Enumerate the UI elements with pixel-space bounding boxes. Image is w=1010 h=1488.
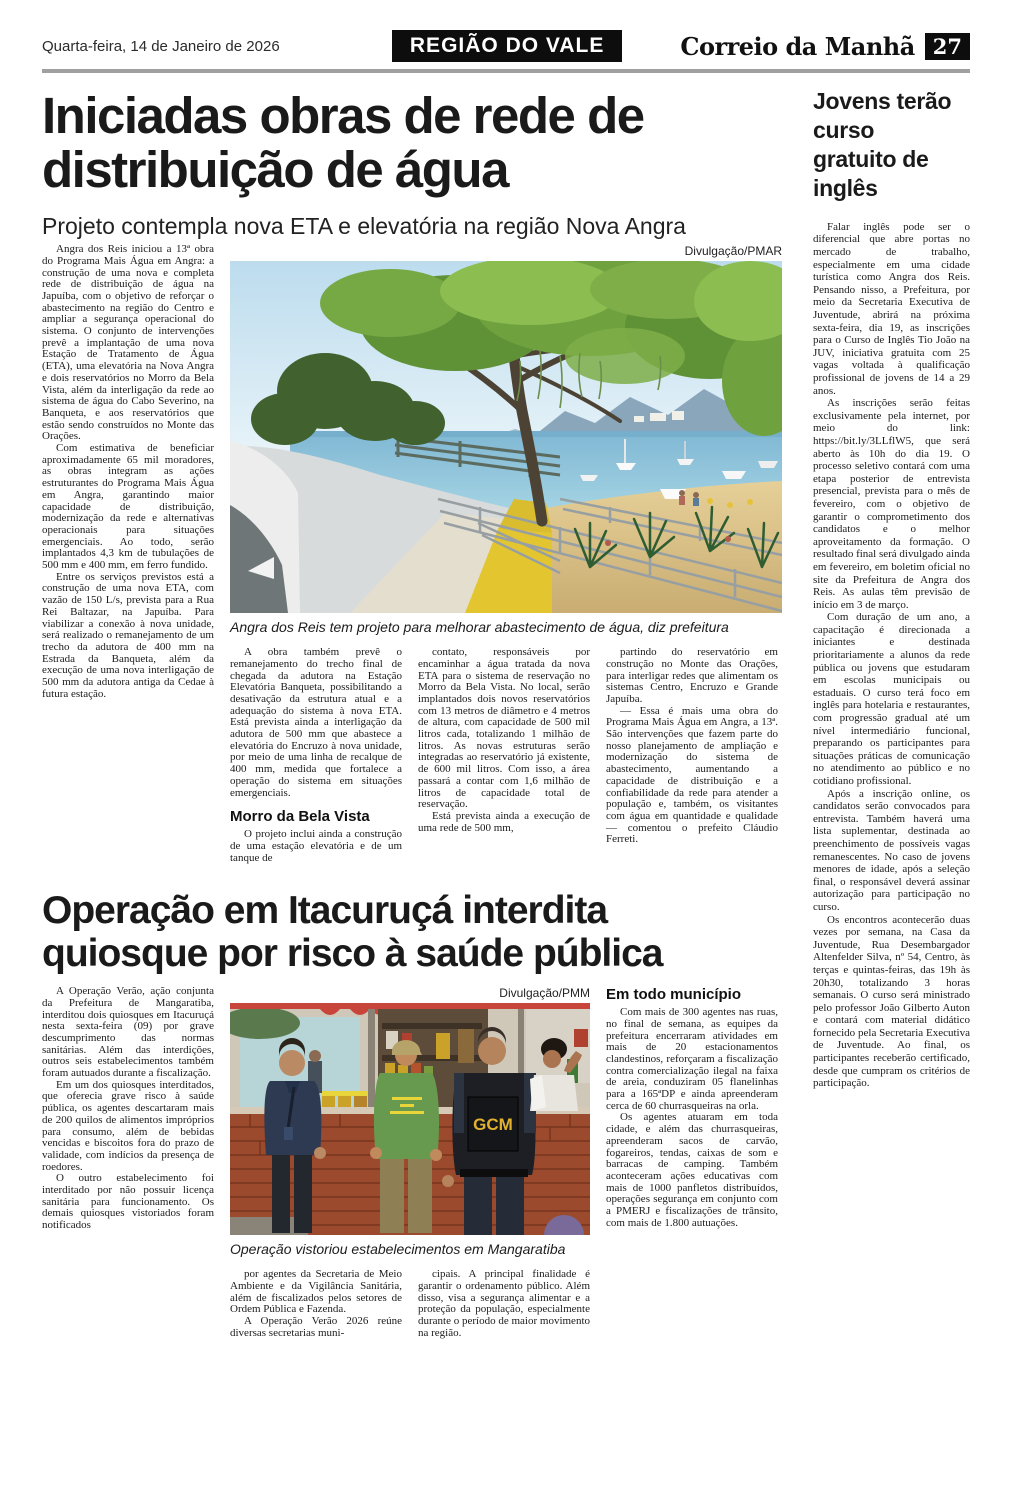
beach-promenade-photo: [230, 261, 782, 613]
paragraph: por agentes da Secretaria de Meio Ambiente e da Vigilância Sanitária, além de fiscalizados pelos setores de Ordem Pública e Fazenda.: [230, 1268, 402, 1316]
article1-photo-area: [230, 244, 782, 864]
article2-headline: Operação em Itacuruçá interdita quiosque por risco à saúde pública: [42, 889, 663, 976]
article2-photo-credit: Divulgação/PMM: [499, 986, 590, 1001]
kiosk-inspection-photo: [230, 1003, 590, 1235]
article-kiosk-operation: [42, 890, 782, 1339]
paragraph: Os agentes atuaram em toda cidade, e além das churrasqueiras, apreenderam sacos de carvão, fogareiros, tendas, caixas de som e barracas de camping. Também aconteceram ações educativas com mais de 1000 panfletos distribuídos, operações segurança em conjunto com a PMERJ e fiscalizações de trânsito, com mais de 1.800 autuações.: [606, 1111, 778, 1229]
sidebar-english-course: [813, 85, 970, 1339]
section-banner: REGIÃO DO VALE: [392, 30, 622, 62]
article2-photo-area: [230, 986, 590, 1339]
paragraph: cipais. A principal finalidade é garantir o ordenamento público. Além disso, visa a segurança alimentar e a proteção da população, especialmente durante o período de maior movimento na região.: [418, 1268, 590, 1339]
paragraph: Entre os serviços previstos está a construção de uma nova ETA, com vazão de 150 L/s, prevista para a Rua Rei Baltazar, na Japuíba. Para viabilizar a conexão à nova unidade, será realizado o remanejamento de um trecho da adutora de 400 mm na Estrada da Banqueta, além da execução de uma nova interligação de 500 mm da adutora antiga da Cedae à futura estação.: [42, 570, 214, 700]
article2-photo-caption: Operação vistoriou estabelecimentos em Mangaratiba: [230, 1241, 566, 1258]
article2-subsection-title: Em todo município: [606, 986, 741, 1004]
paragraph: Com estimativa de beneficiar aproximadamente 65 mil moradores, as obras integram as ações estruturantes do Programa Mais Água em Angra, garantindo maior capacidade de distribuição, modernização da rede e alternativas operacionais para situações emergenciais. Ao todo, serão implantados 4,3 km de tubulações de 500 mm e 400 mm, em ferro fundido.: [42, 442, 214, 572]
header-rule: [42, 69, 970, 73]
article2-body: [42, 986, 782, 1339]
article2-column-2: [230, 1269, 402, 1339]
article1-column-3: [418, 647, 590, 864]
paragraph: Com duração de um ano, a capacitação é direcionada a iniciantes e destinada prioritariamente a alunos da rede pública ou jovens que estudaram em escolas municipais ou estaduais. O curso terá foco em inglês para hotelaria e restaurantes, com progressão gradual até um nível intermediário funcional, preparando os participantes para situações práticas de comunicação no atendimento ao público e no cotidiano profissional.: [813, 611, 970, 787]
paragraph: A Operação Verão, ação conjunta da Prefeitura de Mangaratiba, interditou dois quiosques em Itacuruçá nesta sexta-feira (09) por grave descumprimento das normas sanitárias. Além das interdições, outros seis estabelecimentos também foram autuados durante a fiscalização.: [42, 985, 214, 1080]
paragraph: Está prevista ainda a execução de uma rede de 500 mm,: [418, 809, 590, 834]
paragraph: O projeto inclui ainda a construção de uma estação elevatória e de um tanque de: [230, 828, 402, 864]
article2-column-1: [42, 986, 214, 1339]
paragraph: Em um dos quiosques interditados, que oferecia grave risco à saúde pública, os agentes descartaram mais de 200 quilos de alimentos impróprios para consumo, além de bebidas vencidas e biscoitos fora do prazo de validade, com indícios da presença de roedores.: [42, 1078, 214, 1173]
paragraph: A obra também prevê o remanejamento do trecho final de chegada da adutora na Estação Elevatória Banqueta, possibilitando a desativação da estrutura atual e a adequação do sistema à nova ETA. Está prevista ainda a interligação da adutora de 500 mm que abastece a elevatória do Encruzo à nova unidade, por meio de uma linha de recalque de 400 mm, medida que fortalece a operação do sistema em situações emergenciais.: [230, 646, 402, 799]
paragraph: Os encontros acontecerão duas vezes por semana, na Casa da Juventude, Rua Desembargador Altenfelder Silva, nº 54, Centro, às terças e quintas-feiras, das 19h às 20h30, totalizando 3 horas semanais. O curso será ministrado pelo professor João Gilberto Auton e contará com material didático fornecido pela Secretaria Executiva de Juventude. Ao final, os participantes receberão certificado, desde que cumpram os critérios de participação.: [813, 913, 970, 1090]
article1-subheadline: Projeto contempla nova ETA e elevatória na região Nova Angra: [42, 213, 686, 240]
paragraph: As inscrições serão feitas exclusivamente pela internet, por meio do link: https://bit.ly/3LLflW5, que será aberto às 10h do dia 19. O processo seletivo contará com uma etapa posterior de entrevista presencial, prevista para o mês de fevereiro, com o objetivo de garantir o comprometimento dos candidatos e o melhor aproveitamento da formação. O resultado final será divulgado ainda em fevereiro, em boletim oficial no site da Prefeitura de Angra dos Reis. As aulas têm previsão de início em 3 de março.: [813, 397, 971, 611]
paragraph: Falar inglês pode ser o diferencial que abre portas no mercado de trabalho, especialmente em uma cidade turística como Angra dos Reis. Pensando nisso, a Prefeitura, por meio da Secretaria Executiva de Juventude, abrirá na próxima sexta-feira, dia 19, as inscrições para o Curso de Inglês Tio João na JUV, iniciativa gratuita com 25 vagas voltada à qualificação profissional de jovens de 14 a 29 anos.: [813, 220, 970, 397]
paragraph: Angra dos Reis iniciou a 13ª obra do Programa Mais Água em Angra: a construção de uma nova e completa rede de distribuição de água na Japuíba, com o objetivo de reforçar o abastecimento na região do Centro e ampliar a segurança operacional do sistema. O conjunto de intervenções prevê a implantação de uma nova Estação de Tratamento de Água (ETA), uma elevatória na Nova Angra e dois reservatórios no Morro da Bela Vista, além da interligação da rede ao sistema de água do Cabo Severino, na Banqueta, e aos reservatórios que estão sendo construídos no Monte das Orações.: [42, 243, 214, 443]
main-area: [42, 85, 782, 1339]
flower: [605, 540, 611, 546]
red-box: [574, 1029, 588, 1047]
article1-headline: Iniciadas obras de rede de distribuição de água: [42, 87, 644, 199]
paragraph: O outro estabelecimento foi interditado por não possuir licença sanitária para funcionamento. Os demais quiosques vistoriados foram notificados: [42, 1172, 214, 1232]
flower: [725, 536, 731, 542]
article1-subsection-title: Morro da Bela Vista: [230, 808, 370, 826]
paragraph: — Essa é mais uma obra do Programa Mais Água em Angra, a 13ª. São intervenções que fazem parte do nosso planejamento de ampliação e modernização do sistema de abastecimento, aumentando a capacidade de distribuição e a confiabilidade da rede para atender a população e, também, os visitantes com água em quantidade e qualidade — comentou o prefeito Cláudio Ferreti.: [606, 704, 778, 846]
article1-photo-caption: Angra dos Reis tem projeto para melhorar abastecimento de água, diz prefeitura: [230, 619, 729, 636]
article2-lower-columns: [230, 1269, 590, 1339]
sidebar-title: Jovens terão curso gratuito de inglês: [813, 88, 952, 201]
page-content: [42, 85, 970, 1339]
shelf-board: [382, 1023, 482, 1029]
article2-column-3: [418, 1269, 590, 1339]
article1-column-4: [606, 647, 778, 864]
article1-lower-columns: [230, 647, 782, 864]
article1-column-1: [42, 244, 214, 864]
page-header: [42, 30, 970, 62]
paragraph: partindo do reservatório em construção no Monte das Orações, para interligar redes que alimentam os sistemas Centro, Encruzo e Grande Japuíba.: [606, 646, 778, 705]
gcm-vest-label: GCM: [473, 1115, 513, 1135]
article2-column-4: [606, 986, 778, 1339]
newspaper-name: Correio da Manhã: [680, 31, 915, 61]
article1-body: [42, 244, 782, 864]
distant-person-head: [309, 1050, 321, 1062]
page-number: 27: [925, 33, 970, 60]
edition-date: Quarta-feira, 14 de Janeiro de 2026: [42, 37, 280, 55]
paragraph: contato, responsáveis por encaminhar a água tratada da nova ETA para o sistema de reservação no Morro da Bela Vista. No local, serão implantados dois novos reservatórios com 13 metros de diâmetro e 4 metros de altura, com capacidade de 500 mil litros cada, totalizando 1 milhão de litros. As novas estruturas serão integradas ao reservatório já existente, de 600 mil litros. Com isso, a área passará a contar com 1,6 milhão de litros de capacidade total de reservação.: [418, 646, 590, 811]
paragraph: A Operação Verão 2026 reúne diversas secretarias muni-: [230, 1314, 402, 1339]
article1-photo-credit: Divulgação/PMAR: [684, 244, 782, 259]
article1-column-2: [230, 647, 402, 864]
masthead-group: [680, 32, 970, 61]
paragraph: Após a inscrição online, os candidatos serão convocados para entrevista. Também haverá uma lista suplementar, destinada ao preenchimento de possíveis vagas remanescentes. No caso de jovens menores de idade, após a seleção final, o responsável deverá assinar autorização para participação no curso.: [813, 787, 970, 913]
article-water-network: [42, 89, 782, 864]
post: [368, 1009, 375, 1121]
paragraph: Com mais de 300 agentes nas ruas, no final de semana, as equipes da prefeitura encerraram atividades em mais de 20 estacionamentos clandestinos, reforçaram a fiscalização contra comercialização ilegal na faixa de areia, conduziram 05 flanelinhas para a 165ªDP e ainda apreenderam cerca de 60 churrasqueiras na orla.: [606, 1006, 778, 1112]
